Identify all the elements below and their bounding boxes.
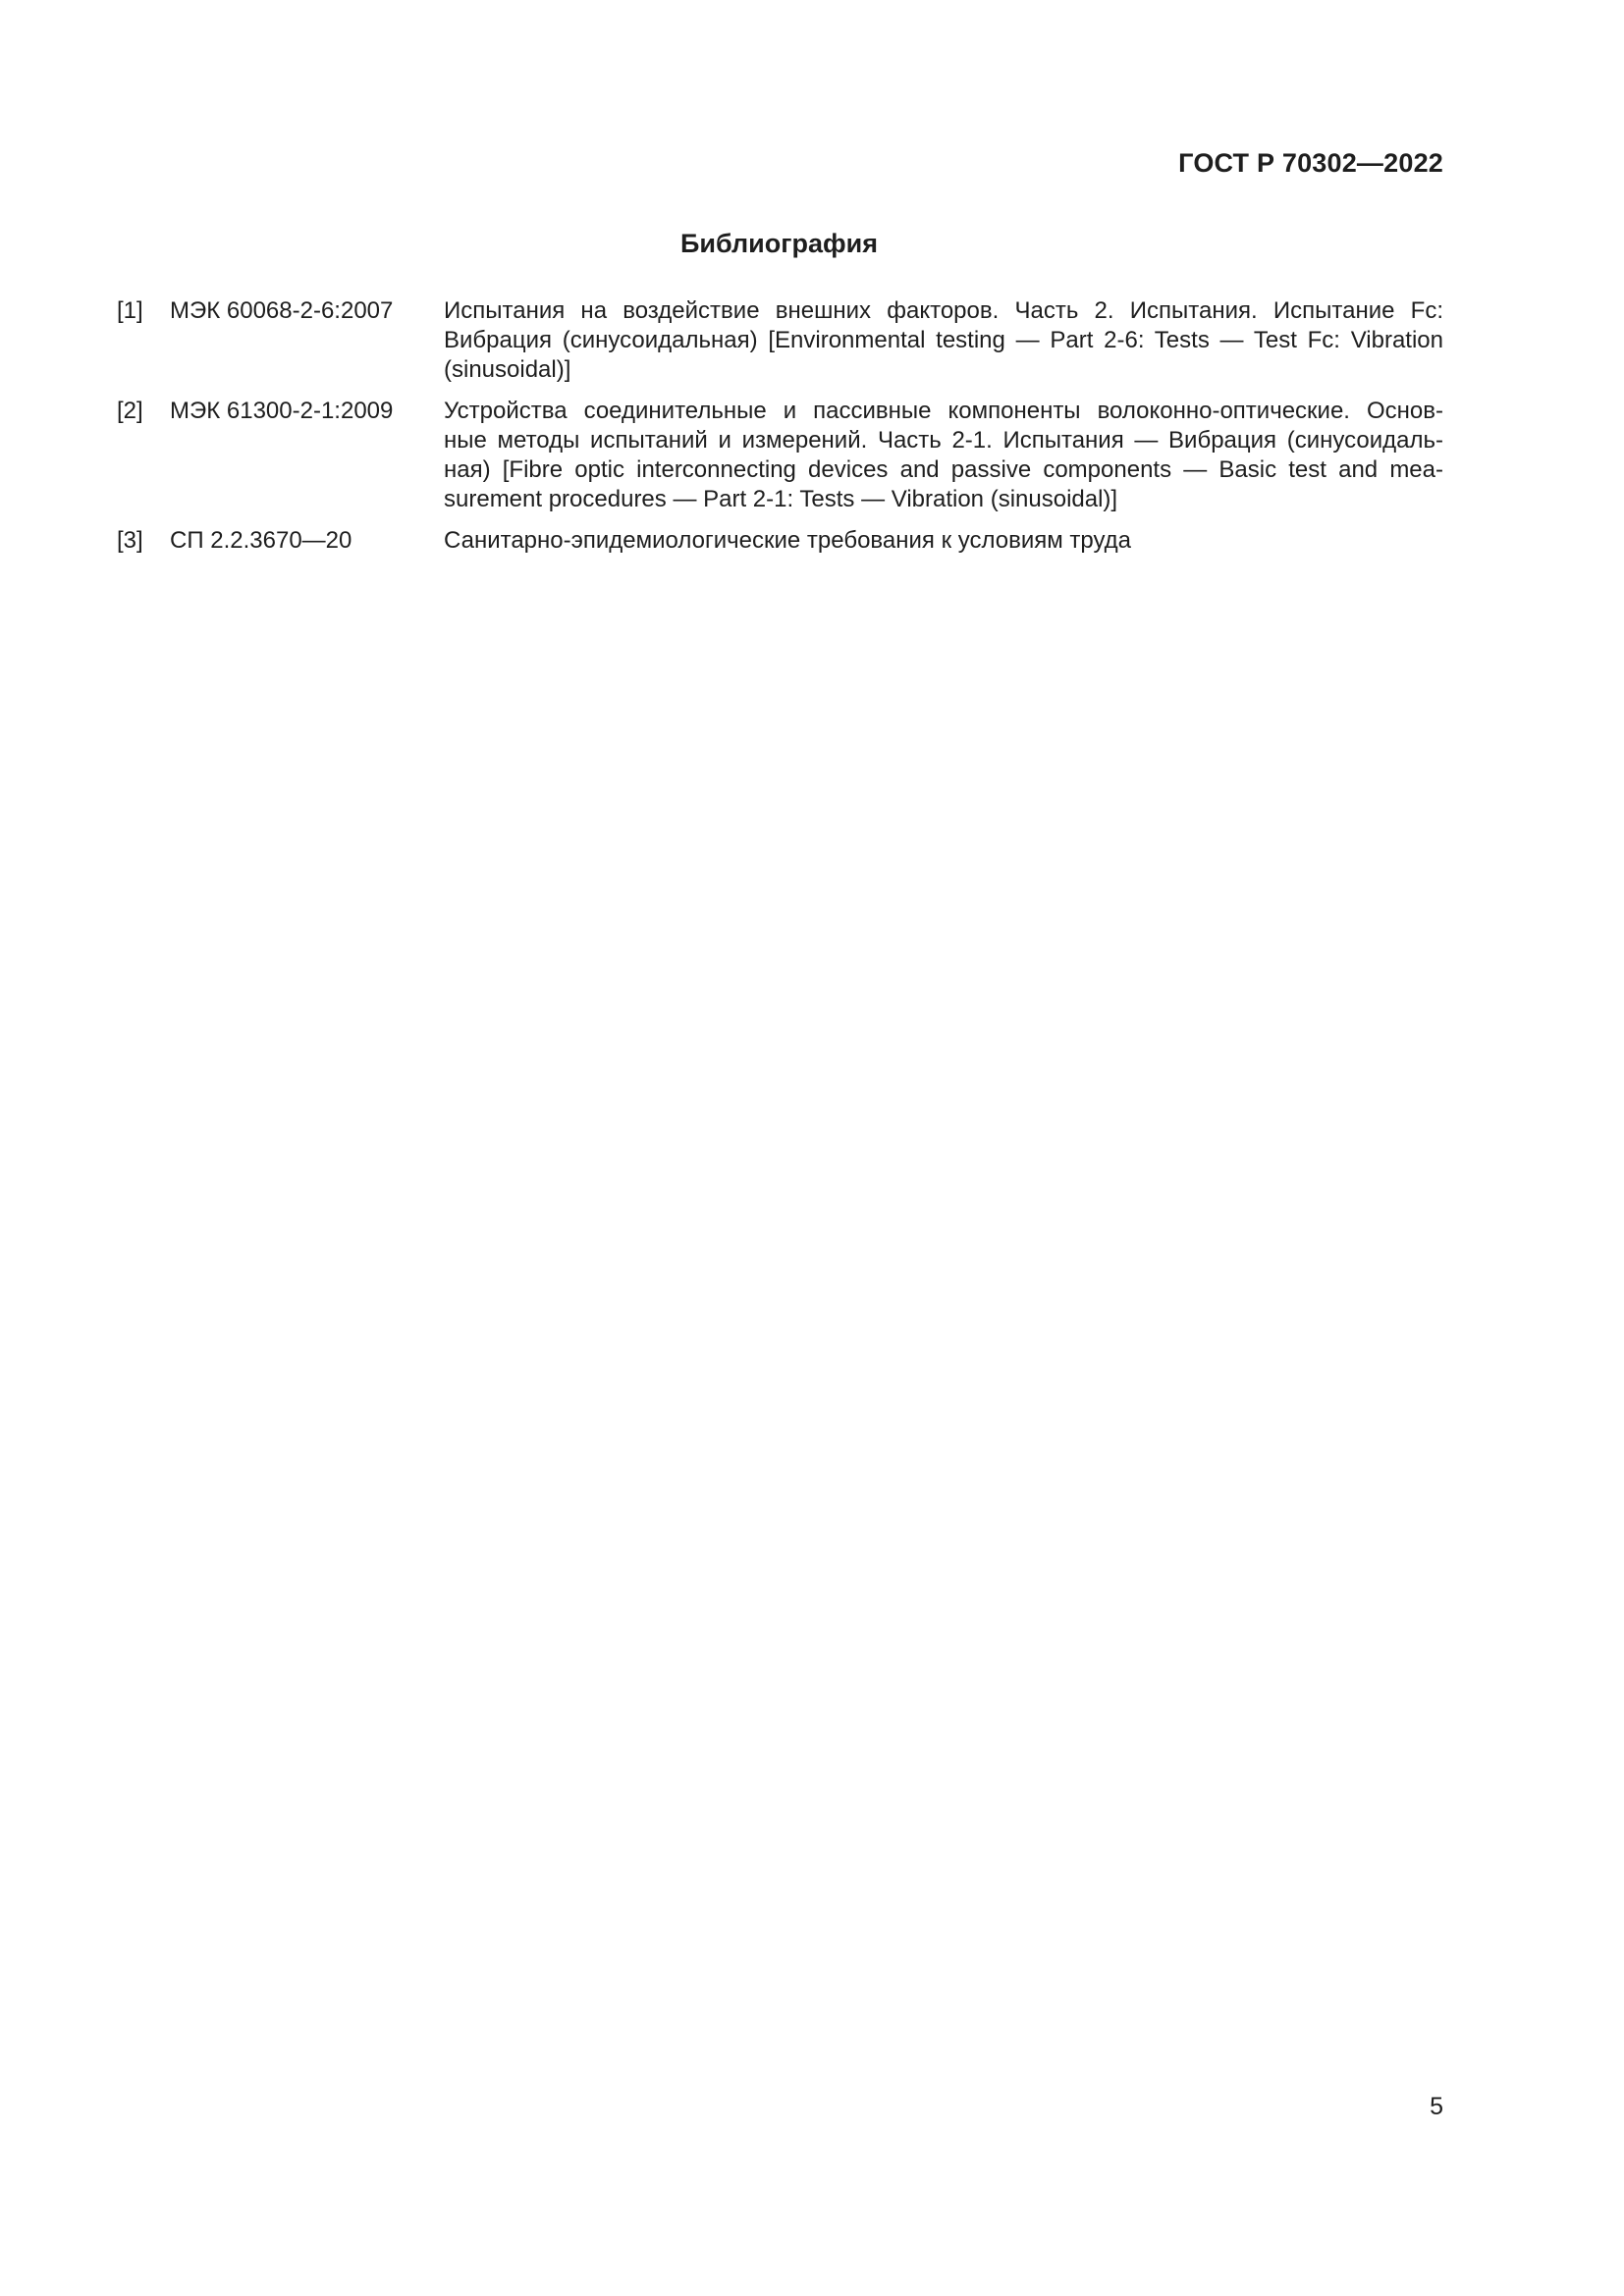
document-standard-header: ГОСТ Р 70302—2022: [1178, 148, 1443, 178]
description-line: Устройства соединительные и пассивные компоненты волоконно-оптические. Основ-: [444, 398, 1443, 424]
entry-reference-code: СП 2.2.3670—20: [170, 527, 352, 554]
description-line: Вибрация (синусоидальная) [Environmental testing — Part 2-6: Tests — Test Fc: Vibration: [444, 327, 1443, 353]
page-number: 5: [1430, 2093, 1443, 2120]
entry-number: [1]: [117, 297, 143, 324]
entry-number: [2]: [117, 398, 143, 424]
bibliography-entry-1: [117, 296, 1443, 385]
entry-reference-code: МЭК 60068-2-6:2007: [170, 297, 394, 324]
description-line: ные методы испытаний и измерений. Часть 2-1. Испытания — Вибрация (синусоидаль-: [444, 427, 1443, 454]
description-line: Испытания на воздействие внешних факторов. Часть 2. Испытания. Испытание Fc:: [444, 297, 1443, 324]
description-line: (sinusoidal)]: [444, 356, 571, 383]
entry-description: [444, 526, 1443, 556]
entry-number: [3]: [117, 527, 143, 554]
entry-reference-code: МЭК 61300-2-1:2009: [170, 398, 394, 424]
description-line: surement procedures — Part 2-1: Tests — Vibration (sinusoidal)]: [444, 486, 1118, 512]
bibliography-entry-3: [117, 526, 1443, 556]
entry-description: [444, 296, 1443, 385]
description-line: ная) [Fibre optic interconnecting devices and passive components — Basic test and mea-: [444, 456, 1443, 483]
bibliography-entry-2: [117, 397, 1443, 514]
description-line: Санитарно-эпидемиологические требования к условиям труда: [444, 527, 1132, 554]
entry-description: [444, 397, 1443, 514]
page-title: Библиография: [680, 229, 878, 258]
bibliography-list: [117, 296, 1443, 567]
